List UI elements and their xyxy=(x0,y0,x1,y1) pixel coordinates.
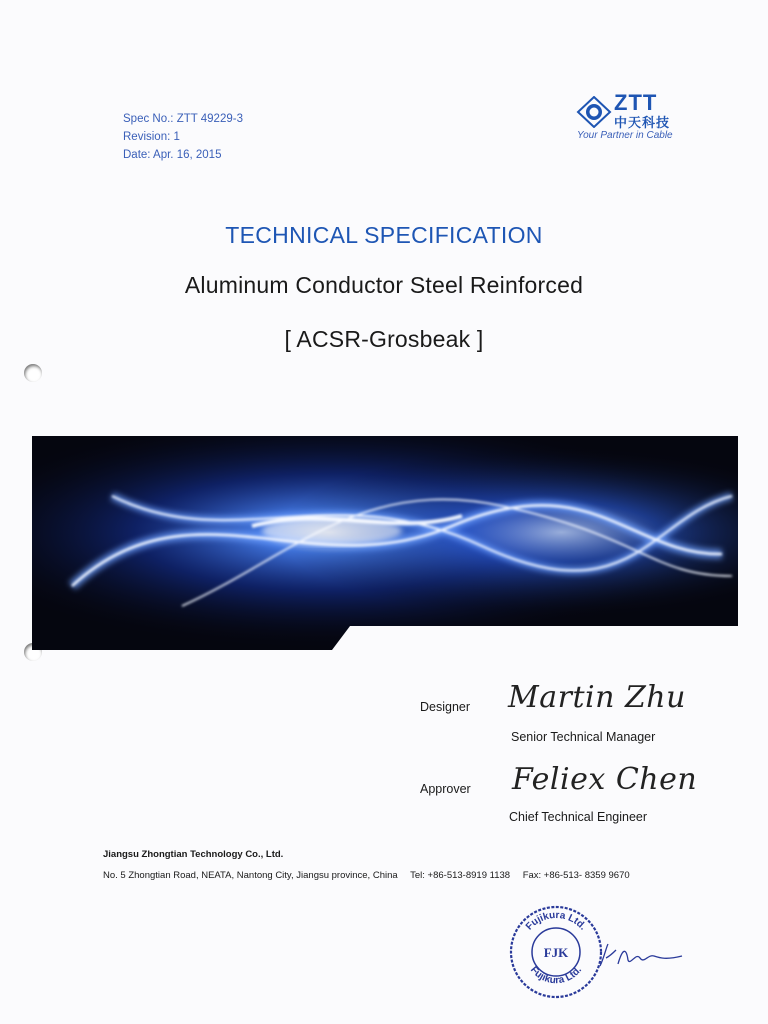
issue-date: Date: Apr. 16, 2015 xyxy=(123,149,222,161)
company-name: Jiangsu Zhongtian Technology Co., Ltd. xyxy=(103,849,284,860)
logo-brand: ZTT xyxy=(614,90,658,115)
stamp-ring-text-top: Fujikura Ltd. xyxy=(523,909,589,933)
svg-text:Fujikura Ltd. xyxy=(528,965,584,987)
revision: Revision: 1 xyxy=(123,131,180,143)
spec-meta xyxy=(123,110,243,164)
stamp-center-text: FJK xyxy=(543,945,569,960)
document-title: TECHNICAL SPECIFICATION xyxy=(225,222,543,248)
company-telephone: Tel: +86-513-8919 1138 xyxy=(410,870,511,881)
approver-signature: Feliex Chen xyxy=(512,762,698,797)
designer-signature: Martin Zhu xyxy=(508,680,686,715)
cover-banner-image xyxy=(32,436,738,650)
stamp-ring-text-bottom: Fujikura Ltd. xyxy=(527,964,585,987)
product-name: [ ACSR-Grosbeak ] xyxy=(284,326,484,352)
ztt-logo xyxy=(574,92,694,148)
logo-chinese-name: 中天科技 xyxy=(614,115,671,130)
spec-number: Spec No.: ZTT 49229-3 xyxy=(123,113,243,125)
document-subtitle: Aluminum Conductor Steel Reinforced xyxy=(184,272,584,298)
logo-tagline: Your Partner in Cable xyxy=(577,130,673,141)
approver-label: Approver xyxy=(420,782,471,796)
fujikura-stamp-icon xyxy=(508,904,604,1000)
approver-title: Chief Technical Engineer xyxy=(509,810,648,824)
stamp-handwritten-signature xyxy=(596,940,686,974)
company-address: No. 5 Zhongtian Road, NEATA, Nantong City, Jiangsu province, China xyxy=(103,870,398,881)
punch-hole-upper xyxy=(24,364,42,382)
ztt-emblem-icon xyxy=(576,96,612,128)
company-contact xyxy=(103,870,640,881)
designer-title: Senior Technical Manager xyxy=(511,730,656,744)
company-fax: Fax: +86-513- 8359 9670 xyxy=(522,870,630,881)
designer-label: Designer xyxy=(420,700,471,714)
